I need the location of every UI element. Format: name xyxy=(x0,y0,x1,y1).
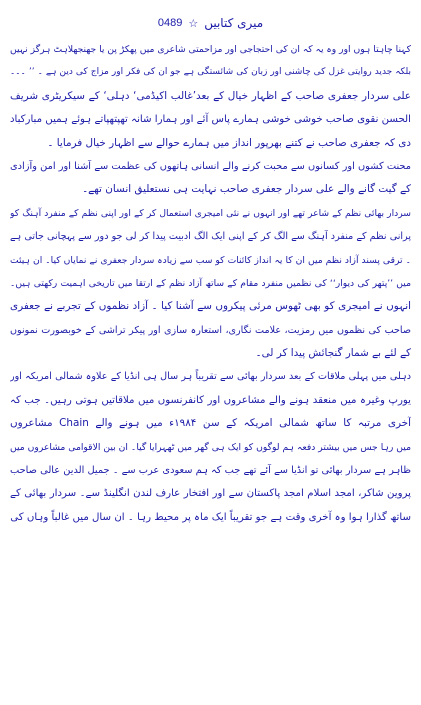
page-number: 0489 xyxy=(157,17,183,29)
text-line: کے لئے بے شمار گنجائش پیدا کر لی۔ xyxy=(255,347,411,360)
paragraph xyxy=(10,365,411,529)
text-line: دہلی میں پہلی ملاقات کے بعد سردار بھائی سے تقریباً ہر سال ہی انڈیا کے علاوہ شمالی امریکہ اور xyxy=(10,371,411,383)
text-line: کے گیت گانے والے علی سردار جعفری صاحب نہایت ہی نستعلیق انسان تھے۔ xyxy=(82,183,411,196)
text-line: صاحب کی نظموں میں رمزیت، علامت نگاری، استعارہ سازی اور پیکر تراشی کے خوبصورت نمونوں xyxy=(10,324,411,336)
paragraph xyxy=(10,202,411,366)
text-line: ساتھ گذارا ہوا وہ آخری وقت ہے جو تقریباً ایک ماہ پر محیط رہا ۔ ان سال میں غالباً وہاں کی xyxy=(10,511,411,523)
text-line: دی کہ جعفری صاحب نے کتنے بھرپور انداز میں ہمارے حوالے سے اظہار خیال فرمایا ۔ xyxy=(47,136,411,149)
text-line: الحسن نقوی صاحب خوشی خوشی ہمارے پاس آئے اور ہمارا شانہ تھپتھپاتے ہوئے ہمیں مبارکباد xyxy=(10,114,411,126)
text-line: میں رہا جس میں بیشتر دفعہ ہم لوگوں کو ایک ہی گھر میں ٹھہرایا گیا۔ ان بین الاقوامی مشاعروں میں xyxy=(10,441,411,453)
text-line: کہنا چاہتا ہوں اور وہ یہ کہ ان کی احتجاجی اور مزاحمتی شاعری میں پھکڑ پن یا جھنجھلاہٹ ہرگز نہیں xyxy=(10,44,411,55)
text-line: سردار بھائی نظم کے شاعر تھے اور انہوں نے نئی امیجری استعمال کر کے اور اپنی نظم کے منفرد آہنگ کو xyxy=(10,207,411,219)
text-line: پروین شاکر، امجد اسلام امجد پاکستان سے اور افتخار عارف لندن انگلینڈ سے۔ سردار بھائی کے xyxy=(10,488,411,500)
text-line: بلکہ جدید روایتی غزل کی چاشنی اور زبان کی شائستگی ہے جو ان کی فکر اور مزاج کی دین ہے ۔ ’’ ۔۔۔ xyxy=(10,67,411,78)
text-line: آخری مرتبہ کا ساتھ شمالی امریکہ کے سن ۱۹۸۴ء میں ہونے والے Chain مشاعروں xyxy=(10,417,411,430)
text-line: میں ’’پتھر کی دیوار‘‘ کی نظمیں منفرد مقام کے ساتھ آزاد نظم کے ارتقا میں تاریخی اہمیت رکھتی ہیں۔ xyxy=(10,277,411,289)
text-line: ۔ ترقی پسند آزاد نظم میں ان کا یہ انداز کائنات کو سب سے زیادہ سردار جعفری نے نمایاں کیا۔ ان ہیئت xyxy=(10,254,411,266)
paragraph xyxy=(10,155,411,202)
text-line: یورپ وغیرہ میں منعقد ہونے والے مشاعروں اور کانفرنسوں میں ملاقاتیں ہوتی رہیں۔ جب کہ xyxy=(10,394,411,406)
text-line: پرانی نظم کے منفرد آہنگ سے الگ کر کے اپنی ایک الگ ادبیت پیدا کر لی جو دور سے پہچانی جاتی ہے xyxy=(10,231,411,243)
text-line: محنت کشوں اور کسانوں سے محبت کرنے والے انسانی ہاتھوں کی عظمت سے آشنا اور امن وآزادی xyxy=(10,160,411,172)
page-body-text xyxy=(10,38,411,529)
star-icon: ☆ xyxy=(188,16,199,30)
text-line: انہوں نے امیجری کو بھی ٹھوس مرئی پیکروں سے آشنا کیا ۔ آزاد نظموں کے تجربے نے جعفری xyxy=(10,300,411,313)
book-title: میری کتابیں xyxy=(204,16,264,30)
text-line: ظاہر ہے سردار بھائی تو انڈیا سے آئے تھے جب کہ ہم سعودی عرب سے ۔ جمیل الدین عالی صاحب xyxy=(10,465,411,477)
paragraph xyxy=(10,38,411,155)
text-line: علی سردار جعفری صاحب کے اظہار خیال کے بعد’غالب اکیڈمی‘ دہلی‘ کے سیکریٹری شریف xyxy=(10,89,411,102)
page-header xyxy=(10,14,411,32)
